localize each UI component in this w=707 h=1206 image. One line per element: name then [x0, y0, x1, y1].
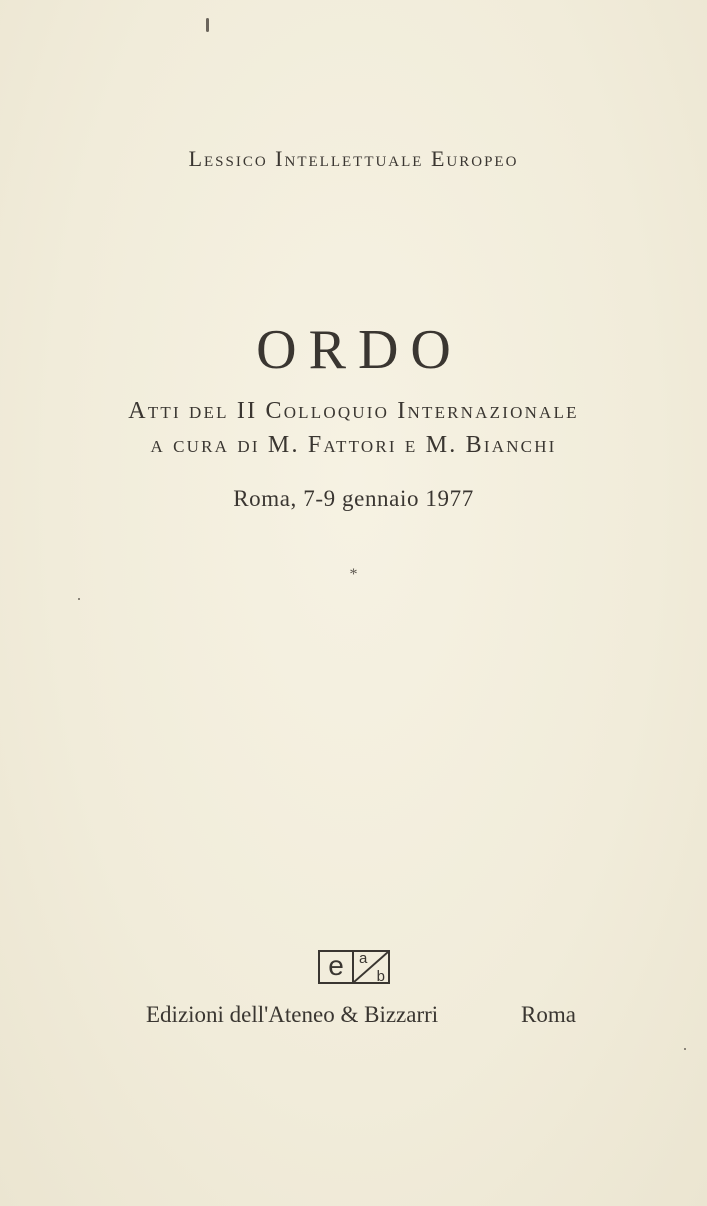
ink-speck [684, 1048, 686, 1050]
logo-letter-a: a [359, 950, 368, 967]
publisher-logo [318, 950, 390, 984]
ink-speck [78, 598, 80, 600]
subtitle-editors: a cura di M. Fattori e M. Bianchi [150, 432, 557, 458]
logo-letter-e: e [320, 952, 354, 982]
place-and-date: Roma, 7-9 gennaio 1977 [233, 486, 474, 511]
ink-speck [206, 18, 209, 32]
logo-letter-b: b [376, 968, 385, 985]
publisher-city: Roma [521, 1002, 576, 1027]
publisher-name: Edizioni dell'Ateneo & Bizzarri [146, 1002, 439, 1027]
logo-ab-box [354, 950, 388, 985]
subtitle-proceedings: Atti del II Colloquio Internazionale [128, 398, 579, 424]
asterisk-ornament: * [349, 566, 358, 583]
series-title: Lessico Intellettuale Europeo [188, 146, 519, 171]
book-title: ORDO [256, 319, 463, 381]
publisher-line [146, 1002, 576, 1028]
